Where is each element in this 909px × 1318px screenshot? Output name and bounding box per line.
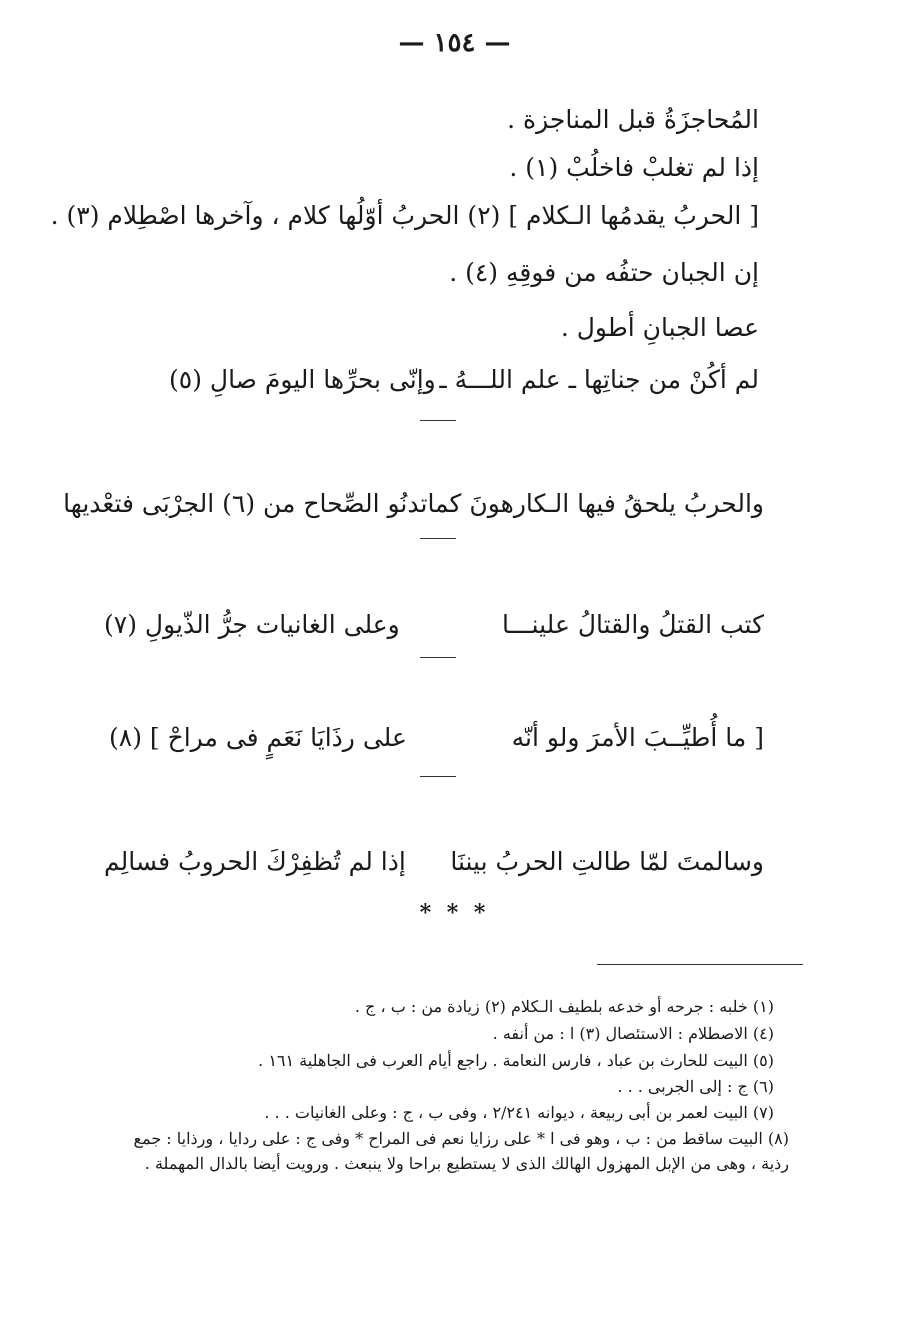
footnote: (٥) البيت للحارث بن عباد ، فارس النعامة . راجع أيام العرب فى الجاهلية ١٦١ . — [258, 1051, 774, 1070]
verse-hemistich-second: إذا لم تُظفِرْكَ الحروبُ فسالِم — [104, 847, 406, 876]
prose-line: إذا لم تغلبْ فاخلُبْ (١) . — [509, 153, 759, 182]
verse-hemistich-second: وعلى الغانيات جرُّ الذّيولِ (٧) — [104, 610, 400, 639]
verse-hemistich-second: على رذَايَا نَعَمٍ فى مراحْ ] (٨) — [109, 723, 407, 752]
verse-line — [104, 605, 764, 645]
prose-line: المُحاجزَةُ قبل المناجزة . — [507, 105, 759, 134]
prose-line: إن الجبان حتفُه من فوقِهِ (٤) . — [449, 258, 759, 287]
page-number: — ١٥٤ — — [398, 28, 511, 58]
verse-line — [63, 484, 764, 524]
verse-hemistich-second: تدنُو الصِّحاح من (٦) الجرْبَى فتعْديها — [63, 489, 428, 518]
footnote: (٦) ج : إلى الجربى . . . — [617, 1077, 774, 1096]
verse-hemistich-second: وإنّى بحرِّها اليومَ صالِ (٥) — [169, 365, 436, 394]
verse-line — [169, 360, 759, 400]
verse-hemistich-first: وسالمتَ لمّا طالتِ الحربُ بيننَا — [450, 847, 764, 876]
prose-line: [ الحربُ يقدمُها الـكلام ] (٢) الحربُ أوّلُها كلام ، وآخرها اصْطِلام (٣) . — [50, 201, 759, 230]
footnote: (١) خلبه : جرحه أو خدعه بلطيف الـكلام (٢) زيادة من : ب ، ج . — [354, 997, 774, 1016]
footnote: (٨) البيت ساقط من : ب ، وهو فى ا * على رزايا نعم فى المراح * وفى ج : على ردايا ، ورذايا : جمع — [133, 1129, 789, 1148]
verse-hemistich-first: كتب القتلُ والقتالُ علينـــا — [502, 610, 764, 639]
section-divider — [420, 420, 456, 421]
section-divider — [420, 538, 456, 539]
section-divider — [420, 657, 456, 658]
footnote-rule — [597, 964, 803, 965]
footnote: (٤) الاصطلام : الاستئصال (٣) ا : من أنفه . — [492, 1024, 774, 1043]
verse-hemistich-first: لم أكُنْ من جناتِها ـ علم اللـــهُ ـ — [439, 365, 759, 394]
verse-line — [104, 842, 764, 882]
footnote-continuation: رذية ، وهى من الإبل المهزول الهالك الذى لا يستطيع براحا ولا ينبعث . ورويت أيضا بالدال المهملة . — [144, 1154, 789, 1173]
prose-line: عصا الجبانِ أطول . — [560, 313, 759, 342]
section-end-mark: * * * — [419, 900, 490, 926]
verse-line — [109, 718, 764, 758]
verse-hemistich-first: [ ما أُطيِّــبَ الأمرَ ولو أنّه — [511, 723, 764, 752]
verse-hemistich-first: والحربُ يلحقُ فيها الـكارهونَ كما — [427, 489, 764, 518]
footnote: (٧) البيت لعمر بن أبى ربيعة ، ديوانه ٢/٢٤١ ، وفى ب ، ج : وعلى الغانيات . . . — [264, 1103, 774, 1122]
section-divider — [420, 776, 456, 777]
